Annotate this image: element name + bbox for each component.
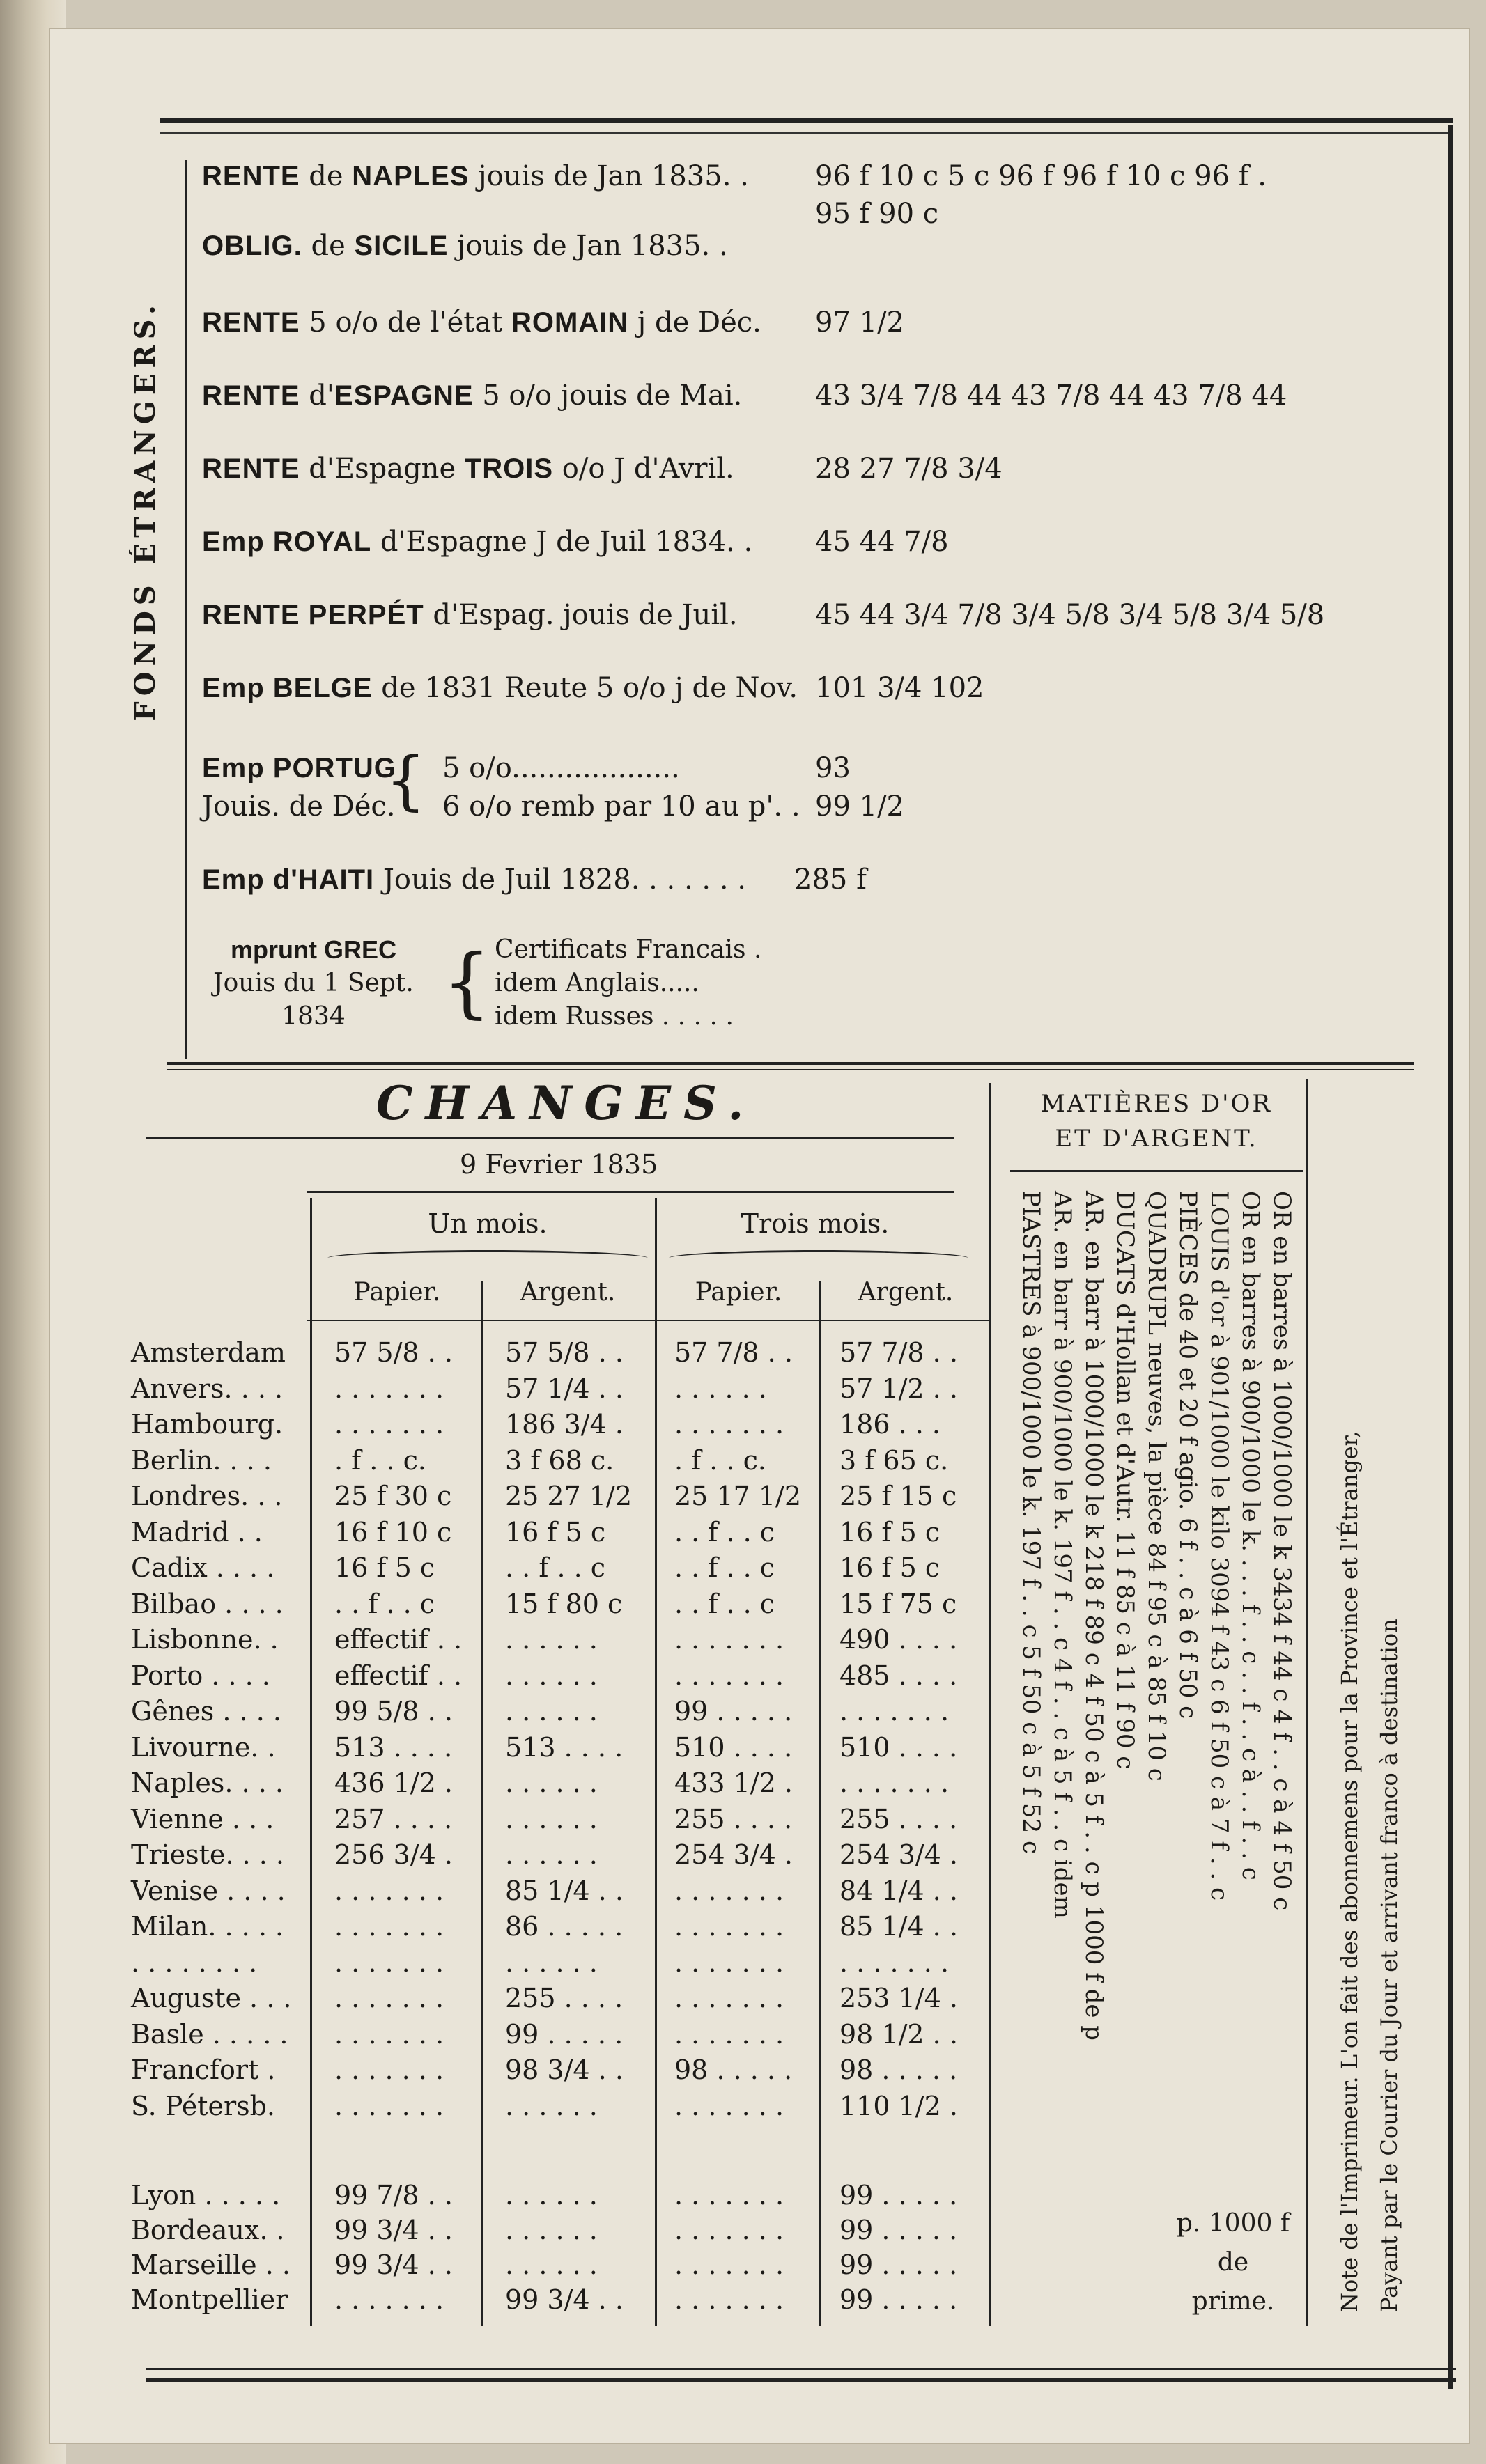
grec-left-line-2: Jouis du 1 Sept. [213, 969, 414, 997]
rate-cell: 57 1/2 . . [839, 1373, 958, 1404]
rate-cell: 110 1/2 . [839, 2090, 958, 2121]
matieres-title-1: MATIÈRES D'OR [1040, 1090, 1273, 1118]
rate-cell: . . . . . . . [839, 1768, 950, 1798]
fonds-row-name [202, 380, 742, 412]
fonds-row-name [202, 599, 738, 631]
portug-row-2 [202, 790, 904, 822]
haiti-rest: Jouis de Juil 1828. . . . . . . [374, 864, 746, 896]
city-name: Marseille . . [131, 2249, 291, 2280]
rate-cell: 510 . . . . [674, 1731, 793, 1763]
city-name: Cadix . . . . [131, 1552, 275, 1583]
rate-cell: 186 . . . [839, 1409, 941, 1440]
city-name: Bordeaux. . [131, 2215, 285, 2245]
rate-cell: 57 5/8 . . [505, 1337, 624, 1368]
rate-cell: . . . . . . . [674, 1624, 784, 1655]
changes-title-rule [146, 1137, 954, 1139]
top-frame-rule [160, 118, 1453, 134]
portug-row-1 [202, 752, 851, 784]
fonds-row-bold-2: ROMAIN [511, 307, 629, 338]
rate-cell: 99 3/4 . . [334, 2215, 453, 2245]
city-name: Basle . . . . . [131, 2018, 288, 2050]
matieres-line: DUCATS d'Hollan et d'Autr. 11 f 85 c à 11 f 90 c [1111, 1191, 1139, 1770]
col-rule-1 [310, 1198, 312, 2326]
fonds-row [202, 599, 1325, 631]
fonds-row-bold: OBLIG. [202, 231, 302, 261]
grec-right-line-2: idem Anglais..... [495, 969, 699, 997]
rate-cell: . . . . . . [505, 2215, 598, 2245]
grec-brace: { [442, 937, 491, 1027]
grec-left-line-1: mprunt GREC [231, 935, 396, 964]
rate-cell: 15 f 75 c [839, 1588, 957, 1619]
rate-cell: 15 f 80 c [505, 1588, 623, 1619]
rate-cell: 513 . . . . [505, 1731, 624, 1763]
rate-cell: 253 1/4 . [839, 1983, 958, 2013]
rate-cell: effectif . . [334, 1624, 463, 1655]
prime-line-2: de [1217, 2248, 1249, 2277]
city-name: Berlin. . . . [131, 1444, 272, 1476]
rate-cell: . . . . . . [505, 1839, 598, 1870]
city-name: Francfort . [131, 2054, 276, 2085]
printer-note-line-2: Payant par le Courier du Jour et arrivant franco à destination [1376, 1619, 1402, 2312]
matieres-line: PIÈCES de 40 et 20 f agio. 6 f . . c à 6 f 50 c [1174, 1191, 1202, 1720]
rate-cell: . . f . . c [674, 1552, 775, 1583]
rate-cell: 16 f 10 c [334, 1516, 452, 1547]
rate-cell: 186 3/4 . [505, 1409, 624, 1440]
portug-name: Emp PORTUG [202, 753, 396, 783]
rate-cell: . . . . . . . [839, 1696, 950, 1726]
rate-cell: 99 . . . . . [839, 2249, 958, 2280]
rate-cell: 254 3/4 . [839, 1839, 958, 1870]
rate-cell: . . . . . . . [334, 1409, 444, 1440]
fonds-row [202, 453, 1003, 485]
rate-cell: . . . . . . [505, 1947, 598, 1978]
rate-cell: 513 . . . . [334, 1731, 453, 1763]
rate-cell: . . . . . . . [674, 1947, 784, 1978]
printer-note-line-1: Note de l'Imprimeur. L'on fait des abonnemens pour la Province et l'Étranger, [1336, 1430, 1363, 2312]
city-name: Hambourg. [131, 1409, 284, 1440]
fonds-row [202, 160, 1267, 230]
city-name: Lisbonne. . [131, 1624, 279, 1655]
city-name: Amsterdam [131, 1337, 286, 1368]
rate-cell: 57 5/8 . . [334, 1337, 453, 1368]
matieres-title-2: ET D'ARGENT. [1055, 1125, 1258, 1153]
fonds-row-text: d' [300, 380, 334, 412]
fonds-row-bold-2: NAPLES [352, 161, 470, 192]
fonds-row-quote-continued: 95 f 90 c [815, 198, 939, 230]
rate-cell: . . f . . c [674, 1516, 775, 1547]
portug-quote-2: 99 1/2 [815, 790, 904, 822]
rate-cell: . . . . . . . [334, 1911, 444, 1942]
matieres-line: QUADRUPL neuves, la pièce 84 f 95 c à 85 f 10 c [1143, 1191, 1170, 1781]
rate-cell: . . f . . c [674, 1588, 775, 1619]
changes-title: CHANGES. [376, 1076, 757, 1130]
portug-6pct: 6 o/o remb par 10 au p'. . [442, 790, 800, 822]
rate-cell: . . . . . . [505, 1624, 598, 1655]
rate-cell: . . . . . . [505, 1768, 598, 1798]
fonds-row-bold: RENTE [202, 307, 300, 338]
city-name: Naples. . . . [131, 1768, 284, 1798]
rate-cell: 25 f 15 c [839, 1481, 957, 1511]
city-name: Porto . . . . [131, 1660, 270, 1691]
grec-right [495, 933, 761, 1034]
fonds-row-rest: j de Déc. [628, 306, 761, 338]
rate-cell: . . . . . . . [839, 1947, 950, 1978]
rate-cell: 85 1/4 . . [505, 1875, 624, 1906]
brace-un-mois [327, 1250, 648, 1266]
fonds-row-quote: 45 44 3/4 7/8 3/4 5/8 3/4 5/8 3/4 5/8 [815, 599, 1325, 631]
matieres-line: LOUIS d'or à 901/1000 le kilo 3094 f 43 c 6 f 50 c à 7 f . . c [1205, 1191, 1233, 1901]
rate-cell: 99 . . . . . [505, 2018, 624, 2050]
city-name: Anvers. . . . [131, 1373, 284, 1404]
fonds-row-quote: 45 44 7/8 [815, 526, 949, 558]
grec-right-line-1: Certificats Francais . [495, 935, 762, 964]
fonds-row-name [202, 230, 728, 262]
rate-cell: . . . . . . [505, 2180, 598, 2210]
fonds-row [202, 380, 1287, 412]
matieres-title-rule [1010, 1170, 1303, 1172]
rate-cell: . . . . . . [505, 2090, 598, 2121]
col-rule-3 [655, 1198, 657, 2326]
rate-cell: 98 3/4 . . [505, 2054, 624, 2085]
matieres-line: OR en barres à 900/1000 le k. . . . f . . c . . f . . c à . . f . . c [1237, 1191, 1264, 1880]
fonds-row-text: d'Espag. jouis de Juil. [424, 599, 738, 631]
rate-cell: . . f . . c [334, 1588, 435, 1619]
rate-cell: 86 . . . . . [505, 1911, 624, 1942]
matieres-line: OR en barres à 1000/1000 le k 3434 f 44 c 4 f . . c à 4 f 50 c [1268, 1191, 1296, 1911]
city-name: Gênes . . . . [131, 1696, 281, 1726]
rate-cell: . . . . . . . [334, 1983, 444, 2013]
rate-cell: . . . . . . . [674, 2090, 784, 2121]
fonds-row-text: de 1831 Reute 5 o/o j de Nov. [372, 672, 798, 704]
rate-cell: 485 . . . . [839, 1660, 958, 1691]
fonds-row-quote: 28 27 7/8 3/4 [815, 453, 1003, 485]
rate-cell: 99 . . . . . [839, 2284, 958, 2315]
city-name: Venise . . . . [131, 1875, 286, 1906]
rate-cell: 25 17 1/2 [674, 1481, 802, 1511]
rate-cell: 255 . . . . [674, 1803, 793, 1834]
rate-cell: 99 7/8 . . [334, 2180, 453, 2210]
group-un-mois: Un mois. [428, 1208, 548, 1239]
rate-cell: 99 . . . . . [674, 1696, 793, 1726]
city-name: Livourne. . [131, 1731, 276, 1763]
rate-cell: 85 1/4 . . [839, 1911, 958, 1942]
rate-cell: . . . . . . . [334, 1947, 444, 1978]
matieres-line: AR. en barr à 1000/1000 le k 218 f 89 c 4 f 50 c à 5 f . . c p 1000 f de p [1080, 1191, 1108, 2041]
fonds-row-name [202, 453, 734, 485]
fonds-row-name [202, 160, 749, 192]
fonds-row-bold: RENTE [202, 161, 300, 192]
city-name: Auguste . . . [131, 1983, 292, 2013]
fonds-row-bold: RENTE PERPÉT [202, 600, 424, 630]
portug-brace: { [385, 743, 426, 818]
right-frame-rule [1448, 125, 1453, 2389]
fonds-row-bold-2: TROIS [464, 453, 554, 484]
city-name: Bilbao . . . . [131, 1588, 284, 1619]
rate-cell: . . . . . . . [334, 1875, 444, 1906]
city-name: S. Pétersb. [131, 2090, 276, 2121]
rate-cell: 433 1/2 . [674, 1768, 793, 1798]
sub-head-papier-1: Papier. [353, 1278, 441, 1307]
rate-cell: . . . . . . [674, 1373, 767, 1404]
brace-trois-mois [669, 1250, 968, 1266]
fonds-row [202, 526, 949, 558]
rate-cell: . . . . . . [505, 1803, 598, 1834]
grec-right-line-3: idem Russes . . . . . [495, 1002, 734, 1031]
fonds-row-name [202, 306, 761, 338]
rate-cell: 16 f 5 c [505, 1516, 606, 1547]
fonds-row-text: de [300, 160, 353, 192]
fonds-row-bold: Emp BELGE [202, 673, 373, 703]
sub-head-argent-2: Argent. [858, 1278, 954, 1307]
rate-cell: 16 f 5 c [334, 1552, 435, 1583]
rate-cell: 510 . . . . [839, 1731, 958, 1763]
city-name: . . . . . . . . [131, 1947, 258, 1978]
rate-cell: effectif . . [334, 1660, 463, 1691]
matieres-title [1003, 1086, 1310, 1156]
fonds-row-text: de [302, 230, 355, 262]
rate-cell: 57 7/8 . . [839, 1337, 958, 1368]
rate-cell: 98 . . . . . [839, 2054, 958, 2085]
rate-cell: . . . . . . . [334, 2284, 444, 2315]
rate-cell: 99 . . . . . [839, 2180, 958, 2210]
haiti-quote: 285 f [794, 864, 867, 896]
matieres-line: PIASTRES à 900/1000 le k. 197 f . . c 5 f 50 c à 5 f 52 c [1017, 1191, 1045, 1855]
matieres-line: AR. en barr à 900/1000 le k. 197 f . . c 4 f . . c à 5 f . . c idem [1048, 1191, 1076, 1919]
matieres-right-rule [1306, 1079, 1308, 2326]
rate-cell: 254 3/4 . [674, 1839, 793, 1870]
rate-cell: . . . . . . . [674, 1983, 784, 2013]
grec-left [202, 933, 425, 1034]
rate-cell: . . . . . . . [334, 1373, 444, 1404]
fonds-row [202, 672, 984, 704]
sub-head-rule [307, 1320, 989, 1321]
rate-cell: 99 3/4 . . [334, 2249, 453, 2280]
rate-cell: 436 1/2 . [334, 1768, 453, 1798]
fonds-row-bold: RENTE [202, 453, 300, 484]
fonds-row-quote: 101 3/4 102 [815, 672, 984, 704]
fonds-row-rest: jouis de Jan 1835. . [469, 160, 749, 192]
portug-5pct: 5 o/o................... [442, 752, 680, 784]
rate-cell: . . . . . . . [674, 1875, 784, 1906]
fonds-row [202, 230, 728, 262]
fonds-section-title: FONDS ÉTRANGERS. [129, 299, 162, 722]
prime-note [1170, 2204, 1296, 2321]
city-name: Lyon . . . . . [131, 2180, 281, 2210]
sub-head-papier-2: Papier. [695, 1278, 782, 1307]
bottom-frame-rule [146, 2368, 1456, 2382]
city-name: Milan. . . . . [131, 1911, 284, 1942]
rate-cell: . . . . . . [505, 1696, 598, 1726]
fonds-row-name [202, 672, 798, 704]
rate-cell: 3 f 68 c. [505, 1444, 614, 1476]
col-rule-2 [481, 1281, 483, 2326]
rate-cell: 16 f 5 c [839, 1516, 941, 1547]
city-name: Madrid . . [131, 1516, 263, 1547]
fonds-row-rest: o/o J d'Avril. [553, 453, 734, 485]
fonds-row-bold-2: SICILE [354, 231, 449, 261]
rate-cell: . . . . . . . [674, 1660, 784, 1691]
rate-cell: . f . . c. [334, 1444, 426, 1476]
rate-cell: 99 . . . . . [839, 2215, 958, 2245]
fonds-left-rule [185, 160, 187, 1059]
col-rule-5 [989, 1083, 991, 2326]
fonds-row-bold: Emp ROYAL [202, 527, 372, 557]
rate-cell: . . . . . . . [674, 1911, 784, 1942]
rate-cell: . . . . . . . [674, 2180, 784, 2210]
rate-cell: . . . . . . . [674, 2215, 784, 2245]
fonds-row-bold-2: ESPAGNE [334, 380, 474, 411]
rate-cell: . . . . . . . [674, 2284, 784, 2315]
rate-cell: . . . . . . . [334, 2090, 444, 2121]
city-name: Montpellier [131, 2284, 288, 2315]
fonds-row-rest: 5 o/o jouis de Mai. [473, 380, 743, 412]
city-name: Vienne . . . [131, 1803, 274, 1834]
fonds-row-text: d'Espagne [300, 453, 465, 485]
rate-cell: 255 . . . . [839, 1803, 958, 1834]
rate-cell: . . . . . . . [334, 2054, 444, 2085]
fonds-row-quote: 43 3/4 7/8 44 43 7/8 44 43 7/8 44 [815, 380, 1287, 412]
rate-cell: 255 . . . . [505, 1983, 624, 2013]
haiti-row [202, 864, 867, 896]
fonds-row-bold: RENTE [202, 380, 300, 411]
rate-cell: 99 5/8 . . [334, 1696, 453, 1726]
rate-cell: 98 1/2 . . [839, 2018, 958, 2050]
rate-cell: 490 . . . . [839, 1624, 958, 1655]
rate-cell: 25 27 1/2 [505, 1481, 633, 1511]
fonds-row-quote: 96 f 10 c 5 c 96 f 96 f 10 c 96 f . [815, 160, 1267, 192]
rate-cell: 57 1/4 . . [505, 1373, 624, 1404]
portug-quote-1: 93 [815, 752, 851, 784]
rate-cell: 16 f 5 c [839, 1552, 941, 1583]
rate-cell: 256 3/4 . [334, 1839, 453, 1870]
prime-line-1: p. 1000 f [1176, 2209, 1290, 2238]
col-rule-4 [819, 1281, 821, 2326]
prime-line-3: prime. [1191, 2287, 1275, 2316]
rate-cell: . . . . . . [505, 1660, 598, 1691]
changes-date: 9 Fevrier 1835 [460, 1149, 658, 1180]
fonds-row-quote: 97 1/2 [815, 306, 904, 338]
rate-cell: . . . . . . . [674, 1409, 784, 1440]
rate-cell: 3 f 65 c. [839, 1444, 949, 1476]
section-divider-1 [167, 1062, 1414, 1065]
group-trois-mois: Trois mois. [741, 1208, 890, 1239]
rate-cell: 84 1/4 . . [839, 1875, 958, 1906]
fonds-row-name [202, 526, 752, 558]
rate-cell: 257 . . . . [334, 1803, 453, 1834]
rate-cell: . . . . . . . [674, 2018, 784, 2050]
rate-cell: 25 f 30 c [334, 1481, 452, 1511]
rate-cell: . . . . . . . [674, 2249, 784, 2280]
fonds-row-text: 5 o/o de l'état [300, 306, 511, 338]
portug-jouis: Jouis. de Déc. [202, 790, 396, 822]
fonds-row-text: d'Espagne J de Juil 1834. . [371, 526, 753, 558]
rate-cell: 57 7/8 . . [674, 1337, 793, 1368]
rate-cell: 99 3/4 . . [505, 2284, 624, 2315]
rate-cell: . . . . . . [505, 2249, 598, 2280]
section-divider-2 [167, 1069, 1414, 1070]
city-name: Trieste. . . . [131, 1839, 284, 1870]
grec-left-line-3: 1834 [281, 1002, 346, 1031]
changes-date-rule [307, 1191, 954, 1193]
city-name: Londres. . . [131, 1481, 283, 1511]
fonds-row [202, 306, 904, 338]
rate-cell: . f . . c. [674, 1444, 766, 1476]
fonds-row-rest: jouis de Jan 1835. . [448, 230, 728, 262]
rate-cell: . . . . . . . [334, 2018, 444, 2050]
haiti-name: Emp d'HAITI [202, 864, 375, 895]
rate-cell: . . f . . c [505, 1552, 606, 1583]
sub-head-argent-1: Argent. [520, 1278, 616, 1307]
rate-cell: 98 . . . . . [674, 2054, 793, 2085]
